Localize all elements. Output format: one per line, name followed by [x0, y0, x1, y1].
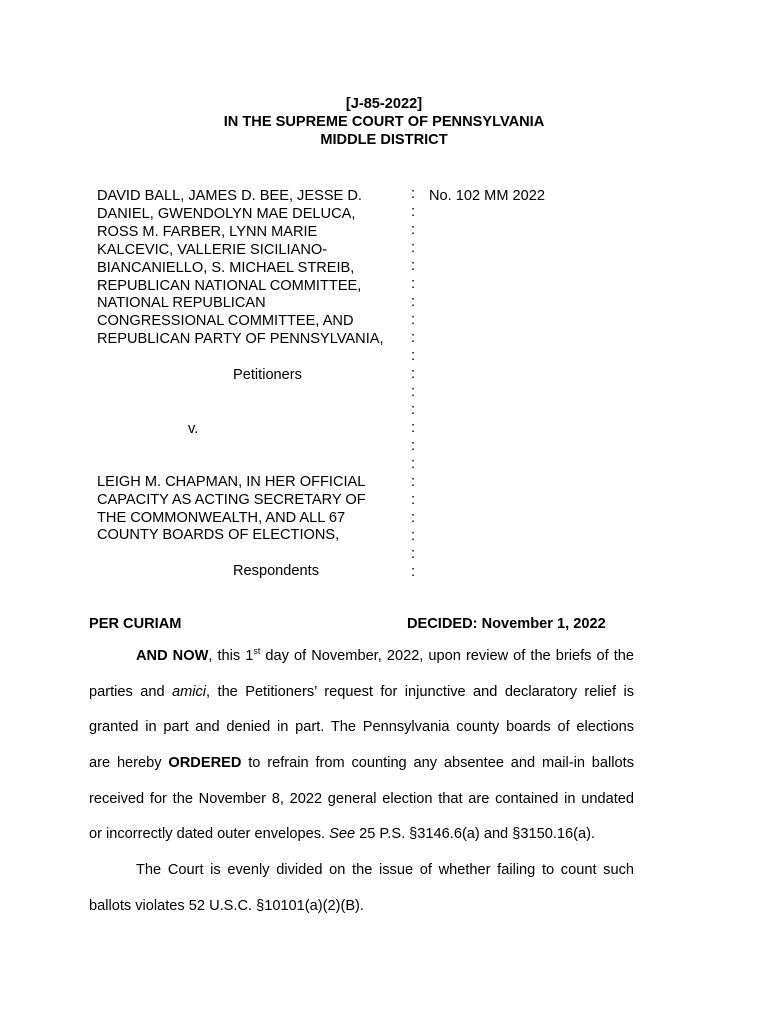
- and-now-text: AND NOW: [136, 648, 209, 664]
- decided-date: DECIDED: November 1, 2022: [407, 616, 606, 632]
- body-line: or incorrectly dated outer envelopes. See 25 P.S. §3146.6(a) and §3150.16(a).: [89, 826, 595, 842]
- respondent-line: COUNTY BOARDS OF ELECTIONS,: [97, 527, 340, 543]
- respondent-line: THE COMMONWEALTH, AND ALL 67: [97, 510, 346, 526]
- respondent-line: LEIGH M. CHAPMAN, IN HER OFFICIAL: [97, 474, 366, 490]
- body-line: The Court is evenly divided on the issue of whether failing to count such: [136, 862, 634, 878]
- petitioner-line: NATIONAL REPUBLICAN: [97, 295, 266, 311]
- case-number: No. 102 MM 2022: [429, 188, 546, 204]
- per-curiam-label: PER CURIAM: [89, 616, 182, 632]
- court-name: IN THE SUPREME COURT OF PENNSYLVANIA: [223, 114, 545, 130]
- caption-colon-divider: : : : : : : : : : : : : : : : : : : : : : :: [411, 186, 416, 580]
- body-line: ballots violates 52 U.S.C. §10101(a)(2)(B).: [89, 898, 364, 914]
- body-line: parties and amici, the Petitioners’ request for injunctive and declaratory relief is: [89, 684, 634, 700]
- docket-number: [J-85-2022]: [345, 96, 423, 112]
- ordered-text: ORDERED: [168, 755, 242, 771]
- petitioner-line: ROSS M. FARBER, LYNN MARIE: [97, 224, 318, 240]
- petitioner-line: DAVID BALL, JAMES D. BEE, JESSE D.: [97, 188, 362, 204]
- district-name: MIDDLE DISTRICT: [320, 132, 448, 148]
- body-line: received for the November 8, 2022 general election that are contained in undated: [89, 791, 634, 807]
- petitioner-line: REPUBLICAN PARTY OF PENNSYLVANIA,: [97, 331, 384, 347]
- petitioners-label: Petitioners: [233, 367, 302, 383]
- petitioner-line: BIANCANIELLO, S. MICHAEL STREIB,: [97, 260, 355, 276]
- respondent-line: CAPACITY AS ACTING SECRETARY OF: [97, 492, 366, 508]
- petitioner-line: KALCEVIC, VALLERIE SICILIANO-: [97, 242, 328, 258]
- petitioner-line: CONGRESSIONAL COMMITTEE, AND: [97, 313, 354, 329]
- body-line: are hereby ORDERED to refrain from counting any absentee and mail-in ballots: [89, 755, 634, 771]
- petitioner-line: REPUBLICAN NATIONAL COMMITTEE,: [97, 278, 362, 294]
- body-line: granted in part and denied in part. The Pennsylvania county boards of elections: [89, 719, 634, 735]
- versus-label: v.: [188, 421, 199, 437]
- respondents-label: Respondents: [233, 563, 320, 579]
- body-line: AND NOW, this 1st day of November, 2022, upon review of the briefs of the: [136, 646, 634, 664]
- petitioner-line: DANIEL, GWENDOLYN MAE DELUCA,: [97, 206, 356, 222]
